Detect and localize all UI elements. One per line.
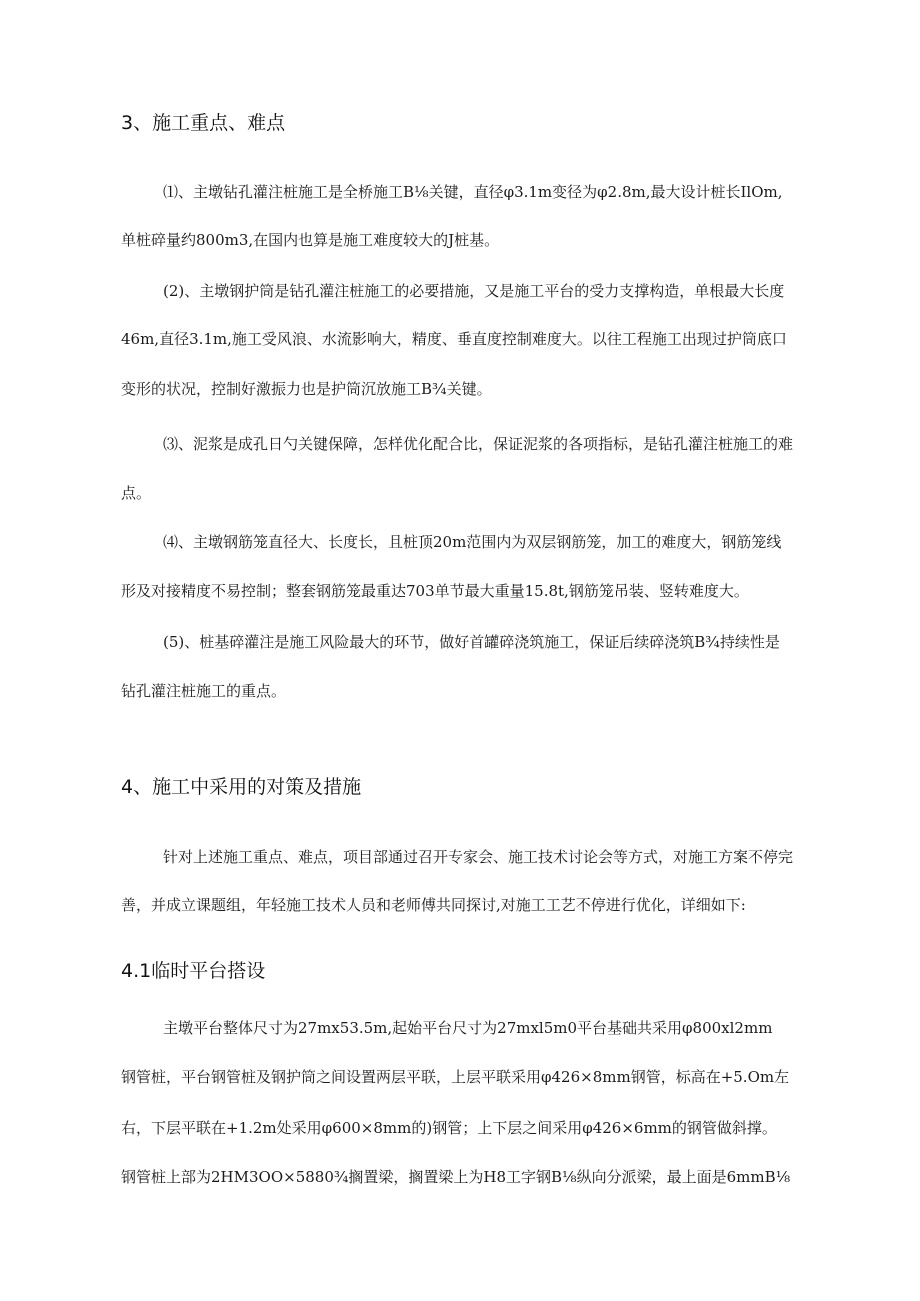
s3-p3-line-2: 点。 (121, 484, 152, 502)
section-4-1-heading: 4.1临时平台搭设 (121, 960, 266, 982)
s3-p2-line-1: (2)、主墩钢护筒是钻孔灌注桩施工的必要措施，又是施工平台的受力支撑构造，单根最大长度 (163, 282, 785, 300)
s41-p1-line-4: 钢管桩上部为2HM3OO×5880¾搁置梁，搁置梁上为H8工字钢B⅛纵向分派梁，最上面是6mmB⅛ (121, 1168, 791, 1186)
s3-p5-line-2: 钻孔灌注桩施工的重点。 (121, 682, 287, 700)
s41-p1-line-2: 钢管桩，平台钢管桩及钢护筒之间设置两层平联，上层平联采用φ426×8mm钢管，标高在+5.Om左 (121, 1068, 790, 1086)
s4-intro-line-1: 针对上述施工重点、难点，项目部通过召开专家会、施工技术讨论会等方式，对施工方案不停完 (163, 848, 794, 866)
s3-p1-line-1: ⑴、主墩钻孔灌注桩施工是全桥施工B⅛关键，直径φ3.1m变径为φ2.8m,最大设计桩长IlOm, (163, 183, 783, 201)
s3-p5-line-1: (5)、桩基碎灌注是施工风险最大的环节，做好首罐碎浇筑施工，保证后续碎浇筑B¾持续性是 (163, 633, 780, 651)
s3-p1-line-2: 单桩碎量约800m3,在国内也算是施工难度较大的J桩基。 (121, 231, 500, 249)
s41-p1-line-1: 主墩平台整体尺寸为27mx53.5m,起始平台尺寸为27mxl5m0平台基础共采用φ800xl2mm (163, 1019, 773, 1037)
s3-p2-line-3: 变形的状况，控制好激振力也是护筒沉放施工B¾关键。 (121, 380, 492, 398)
s3-p2-line-2: 46m,直径3.1m,施工受风浪、水流影响大，精度、垂直度控制难度大。以往工程施工出现过护筒底口 (121, 330, 787, 348)
s4-intro-line-2: 善，并成立课题组，年轻施工技术人员和老师傅共同探讨,对施工工艺不停进行优化，详细如下: (121, 896, 746, 914)
s3-p4-line-2: 形及对接精度不易控制；整套钢筋笼最重达703单节最大重量15.8t,钢筋笼吊装、竖转难度大。 (121, 582, 749, 600)
section-3-heading: 3、施工重点、难点 (121, 112, 286, 134)
s3-p3-line-1: ⑶、泥浆是成孔日勺关键保障，怎样优化配合比，保证泥浆的各项指标，是钻孔灌注桩施工的难 (163, 435, 794, 453)
section-4-heading: 4、施工中采用的对策及措施 (121, 776, 362, 798)
s41-p1-line-3: 右，下层平联在+1.2m处采用φ600×8mm的)钢管；上下层之间采用φ426×6mm的钢管做斜撑。 (121, 1119, 777, 1137)
s3-p4-line-1: ⑷、主墩钢筋笼直径大、长度长，且桩顶20m范围内为双层钢筋笼，加工的难度大，钢筋笼线 (163, 533, 782, 551)
